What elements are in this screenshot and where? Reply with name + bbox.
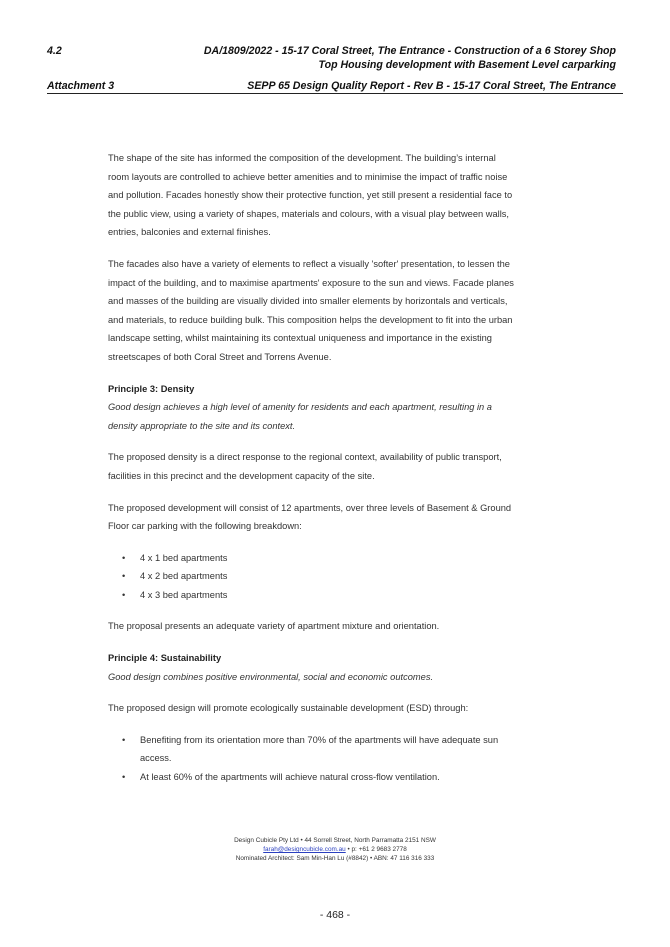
- esd-list: [108, 731, 568, 787]
- page-number: - 468 -: [319, 909, 351, 921]
- footer-address: Design Cubicle Pty Ltd • 44 Sorrell Street, North Parramatta 2151 NSW: [234, 837, 436, 844]
- heading-principle-3: Principle 3: Density: [108, 383, 195, 394]
- list-item: • Benefiting from its orientation more than 70% of the apartments will have adequate sun access.: [108, 731, 568, 768]
- paragraph-esd: The proposed design will promote ecologically sustainable development (ESD) through:: [108, 703, 469, 714]
- report-title: SEPP 65 Design Quality Report - Rev B - 15-17 Coral Street, The Entrance: [247, 80, 616, 92]
- footer-phone: • p: +61 2 9683 2778: [345, 846, 407, 853]
- footer-email-link[interactable]: farah@designcubicle.com.au: [263, 846, 346, 853]
- application-title-line-2: Top Housing development with Basement Level carparking: [318, 59, 616, 71]
- paragraph-density: The proposed density is a direct response to the regional context, availability of public transport, facilities in this precinct and the development capacity of the site.: [108, 452, 502, 481]
- principle-4-intro: Good design combines positive environmental, social and economic outcomes.: [108, 671, 434, 682]
- footer-architect: Nominated Architect: Sam Min-Han Lu (#8842) • ABN: 47 116 316 333: [235, 855, 435, 862]
- agenda-item-number: 4.2: [47, 45, 62, 57]
- list-item: • 4 x 3 bed apartments: [108, 586, 568, 605]
- application-title-line-1: DA/1809/2022 - 15-17 Coral Street, The Entrance - Construction of a 6 Storey Shop: [203, 45, 616, 57]
- company-footer: [0, 836, 670, 863]
- heading-principle-4: Principle 4: Sustainability: [108, 653, 222, 664]
- paragraph-mixture: The proposal presents an adequate variety of apartment mixture and orientation.: [108, 621, 440, 632]
- list-item: • At least 60% of the apartments will achieve natural cross-flow ventilation.: [108, 768, 568, 787]
- bullet-icon: •: [122, 571, 126, 582]
- header-rule: [47, 93, 623, 94]
- attachment-label: Attachment 3: [47, 80, 115, 92]
- list-item: • 4 x 1 bed apartments: [108, 549, 568, 568]
- list-item: • 4 x 2 bed apartments: [108, 567, 568, 586]
- bullet-icon: •: [122, 589, 126, 600]
- apartment-breakdown-list: [108, 549, 568, 605]
- paragraph-development: The proposed development will consist of 12 apartments, over three levels of Basement & Ground Floor car parking with the following breakdown:: [108, 502, 512, 532]
- principle-3-intro: Good design achieves a high level of amenity for residents and each apartment, resulting in a density appropriate to the site and its context.: [108, 402, 492, 431]
- footer-contact: [0, 845, 670, 854]
- bullet-icon: •: [122, 772, 126, 783]
- document-body: [108, 149, 568, 787]
- paragraph-site-shape: The shape of the site has informed the composition of the development. The building’s internal room layouts are controlled to achieve better amenities and to minimise the impact of traffic noise and pollution. Facades honestly show their protective function, yet still present a residential face to the public view, using a variety of shapes, materials and colours, with a visual play between walls, entries, balconies and external finishes.: [108, 153, 513, 238]
- bullet-icon: •: [122, 734, 126, 745]
- paragraph-facades: The facades also have a variety of elements to reflect a visually 'softer' presentation, to lessen the impact of the building, and to maximise apartments' exposure to the sun and views. Facade planes and masses of the building are visually divided into smaller elements by horizontals and verticals, and materials, to reduce building bulk. This composition helps the development to fit into the urban landscape setting, whilst maintaining its contextual uniqueness and importance in the existing streetscapes of both Coral Street and Torrens Avenue.: [108, 258, 514, 362]
- application-title: [204, 44, 616, 72]
- bullet-icon: •: [122, 552, 126, 563]
